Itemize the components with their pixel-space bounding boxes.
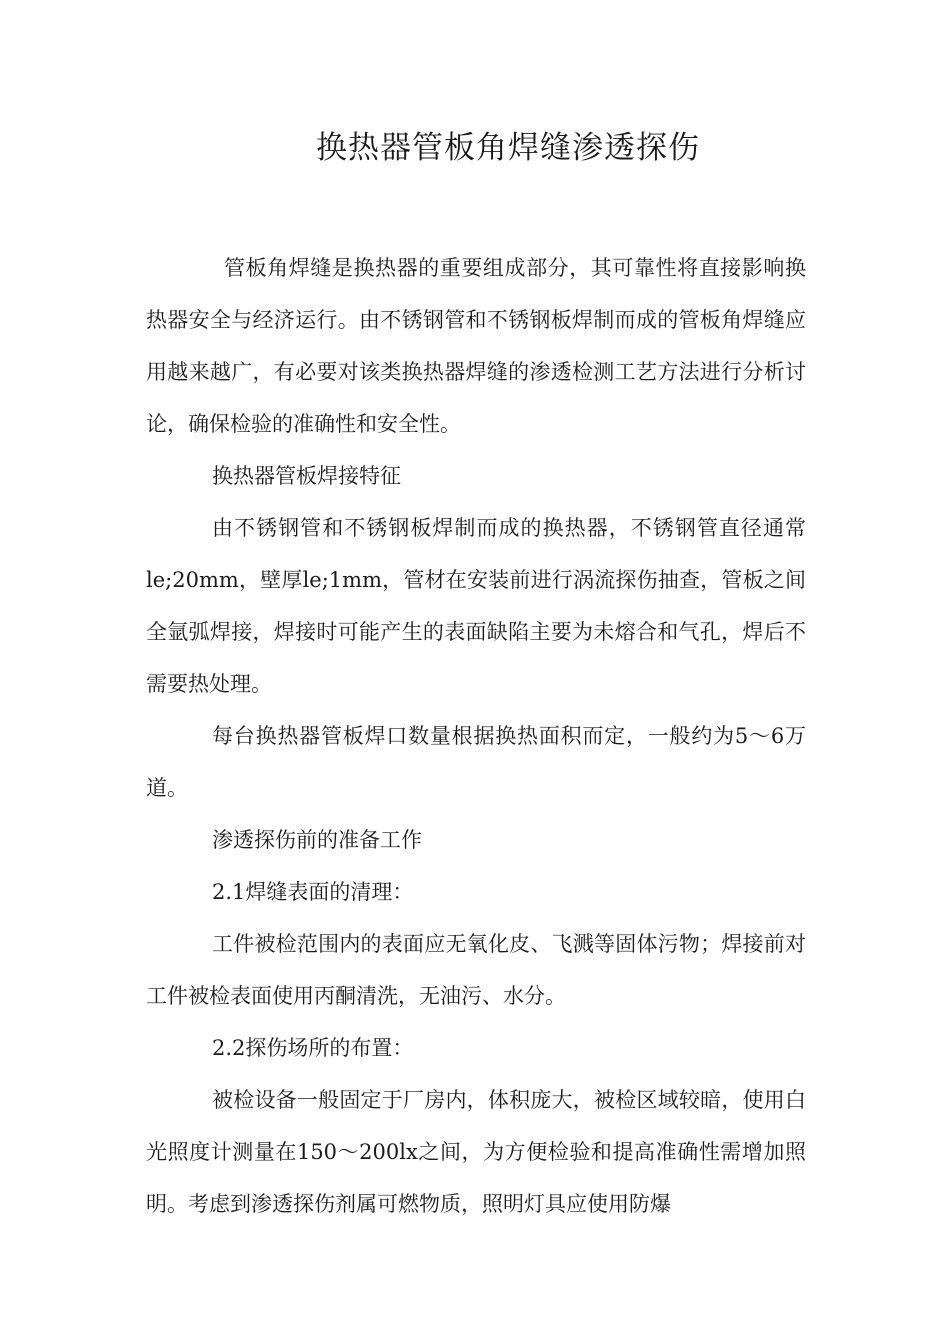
document-body bbox=[146, 242, 806, 1230]
subheading-surface-cleaning: 2.1焊缝表面的清理： bbox=[212, 880, 414, 904]
paragraph-surface-cleaning: 工件被检范围内的表面应无氧化皮、飞溅等固体污物；焊接前对工件被检表面使用丙酮清洗，无油污、水分。 bbox=[146, 932, 806, 1008]
document-title: 换热器管板角焊缝渗透探伤 bbox=[316, 130, 700, 166]
paragraph-intro: 管板角焊缝是换热器的重要组成部分，其可靠性将直接影响换热器安全与经济运行。由不锈钢管和不锈钢板焊制而成的管板角焊缝应用越来越广，有必要对该类换热器焊缝的渗透检测工艺方法进行分析讨论，确保检验的准确性和安全性。 bbox=[146, 256, 806, 436]
paragraph-welding-features: 由不锈钢管和不锈钢板焊制而成的换热器，不锈钢管直径通常le;20mm，壁厚le;1mm，管材在安装前进行涡流探伤抽查，管板之间全氩弧焊接，焊接时可能产生的表面缺陷主要为未熔合和气孔，焊后不需要热处理。 bbox=[146, 516, 806, 696]
section-heading-welding-features: 换热器管板焊接特征 bbox=[212, 464, 401, 488]
section-heading-preparation: 渗透探伤前的准备工作 bbox=[212, 828, 422, 852]
paragraph-site-arrangement: 被检设备一般固定于厂房内，体积庞大，被检区域较暗，使用白光照度计测量在150～200lx之间，为方便检验和提高准确性需增加照明。考虑到渗透探伤剂属可燃物质，照明灯具应使用防爆 bbox=[146, 1088, 806, 1216]
subheading-site-arrangement: 2.2探伤场所的布置： bbox=[212, 1036, 414, 1060]
paragraph-weld-count: 每台换热器管板焊口数量根据换热面积而定，一般约为5～6万道。 bbox=[146, 724, 806, 800]
